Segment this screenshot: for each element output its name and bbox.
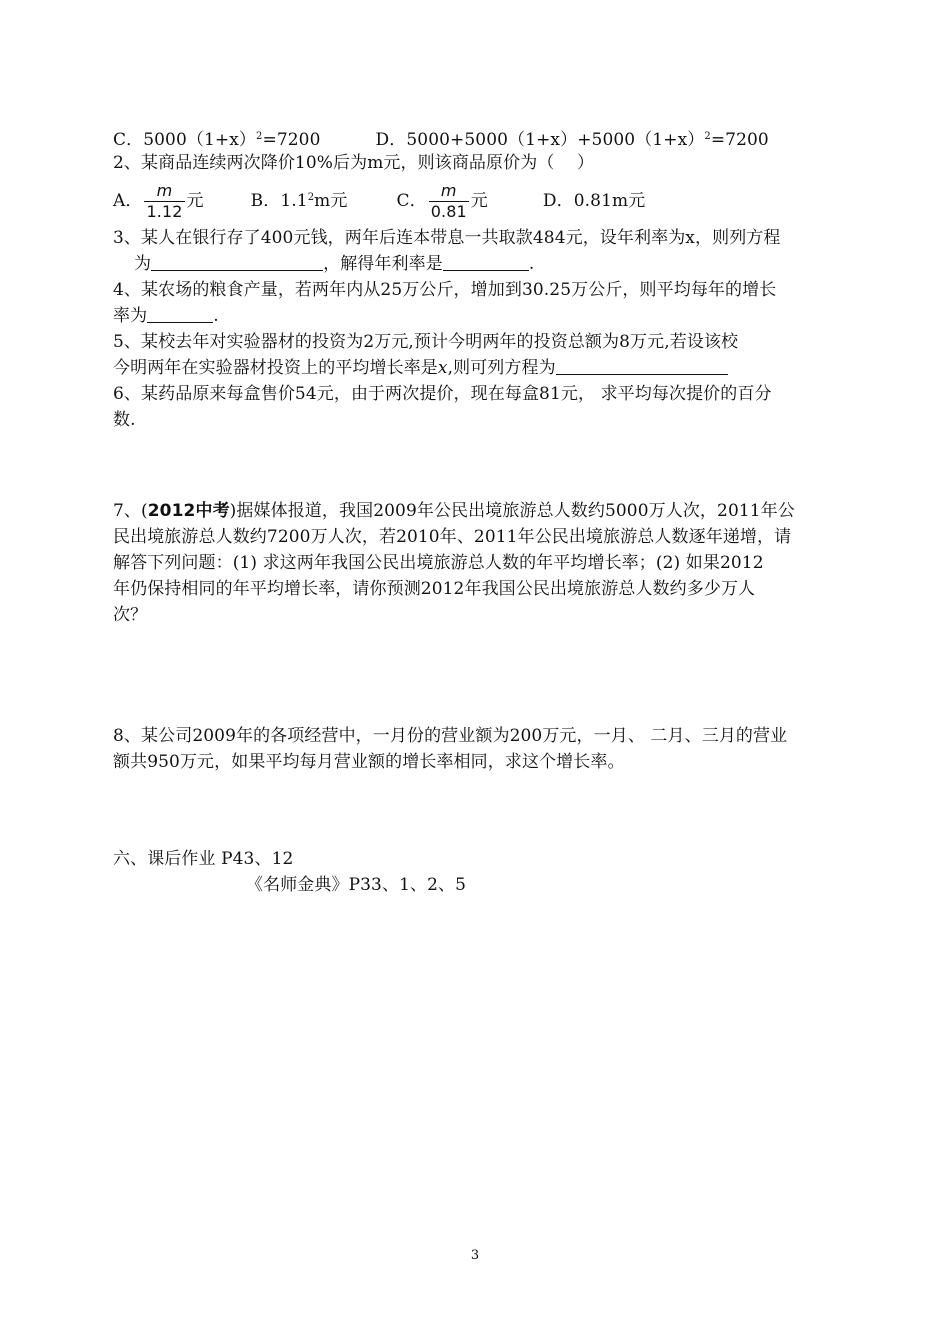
homework-line-1: 六、课后作业 P43、12 xyxy=(113,849,294,869)
page-number: 3 xyxy=(470,1248,480,1263)
q2-option-c: C． $\frac{m}{0.81}$ 元 xyxy=(396,181,488,221)
q2-option-b: B．$1.1^2m$元 xyxy=(250,191,348,211)
q5-equation-blank[interactable] xyxy=(556,358,728,375)
q5-line-1: 5、某校去年对实验器材的投资为2万元,预计今明两年的投资总额为8万元,若设该校 xyxy=(113,332,739,352)
q2-option-a: A． $\frac{m}{1.12}$ 元 xyxy=(113,181,204,221)
q3-equation-blank[interactable] xyxy=(151,254,323,271)
q7-source-tag: 2012中考 xyxy=(147,501,230,521)
q7-line-4: 年仍保持相同的年平均增长率，请你预测2012年我国公民出境旅游总人数约多少万人 xyxy=(113,579,756,599)
q1-option-d: D．$5000+5000(1+x)+5000(1+x)^2=7200$ xyxy=(375,130,769,150)
q2-option-c-fraction: $\frac{m}{0.81}$ xyxy=(430,181,467,221)
q6-line-1: 6、某药品原来每盒售价54元，由于两次提价，现在每盒81元， 求平均每次提价的百分 xyxy=(113,384,772,404)
q2-option-d: D．0.81m元 xyxy=(542,191,646,211)
q7-line-3: 解答下列问题：(1) 求这两年我国公民出境旅游总人数的年平均增长率；(2) 如果2012 xyxy=(113,553,764,573)
homework-line-2: 《名师金典》P33、1、2、5 xyxy=(246,875,467,895)
q4-line-2: 率为 . xyxy=(113,306,219,326)
q1-options xyxy=(113,124,769,153)
q6-line-2: 数. xyxy=(113,410,136,430)
q4-growth-blank[interactable] xyxy=(147,306,213,323)
q7-line-1: 7、(2012中考)据媒体报道，我国2009年公民出境旅游总人数约5000万人次，2011年公 xyxy=(113,501,795,521)
q2-stem: 2、某商品连续两次降价10%后为m元，则该商品原价为（ ） xyxy=(113,153,595,173)
q4-line-1: 4、某农场的粮食产量，若两年内从25万公斤，增加到30.25万公斤，则平均每年的增长 xyxy=(113,280,777,300)
q3-line-2: 为 ，解得年利率是 . xyxy=(134,254,535,274)
q8-line-2: 额共950万元，如果平均每月营业额的增长率相同，求这个增长率。 xyxy=(113,752,625,772)
q7-line-5: 次？ xyxy=(113,605,148,625)
q2-options xyxy=(113,176,645,220)
q1-option-c: C．$5000(1+x)^2=7200$ xyxy=(113,130,321,150)
q5-line-2: 今明两年在实验器材投资上的平均增长率是x,则可列方程为 xyxy=(113,355,728,381)
q3-rate-blank[interactable] xyxy=(443,254,529,271)
q8-line-1: 8、某公司2009年的各项经营中，一月份的营业额为200万元，一月、 二月、三月的营业 xyxy=(113,726,788,746)
q5-variable-x: x xyxy=(437,358,448,378)
q2-option-a-fraction: $\frac{m}{1.12}$ xyxy=(146,181,183,221)
q3-line-1: 3、某人在银行存了400元钱，两年后连本带息一共取款484元，设年利率为x，则列方程 xyxy=(113,228,781,248)
q7-line-2: 民出境旅游总人数约7200万人次，若2010年、2011年公民出境旅游总人数逐年递增，请 xyxy=(113,527,792,547)
